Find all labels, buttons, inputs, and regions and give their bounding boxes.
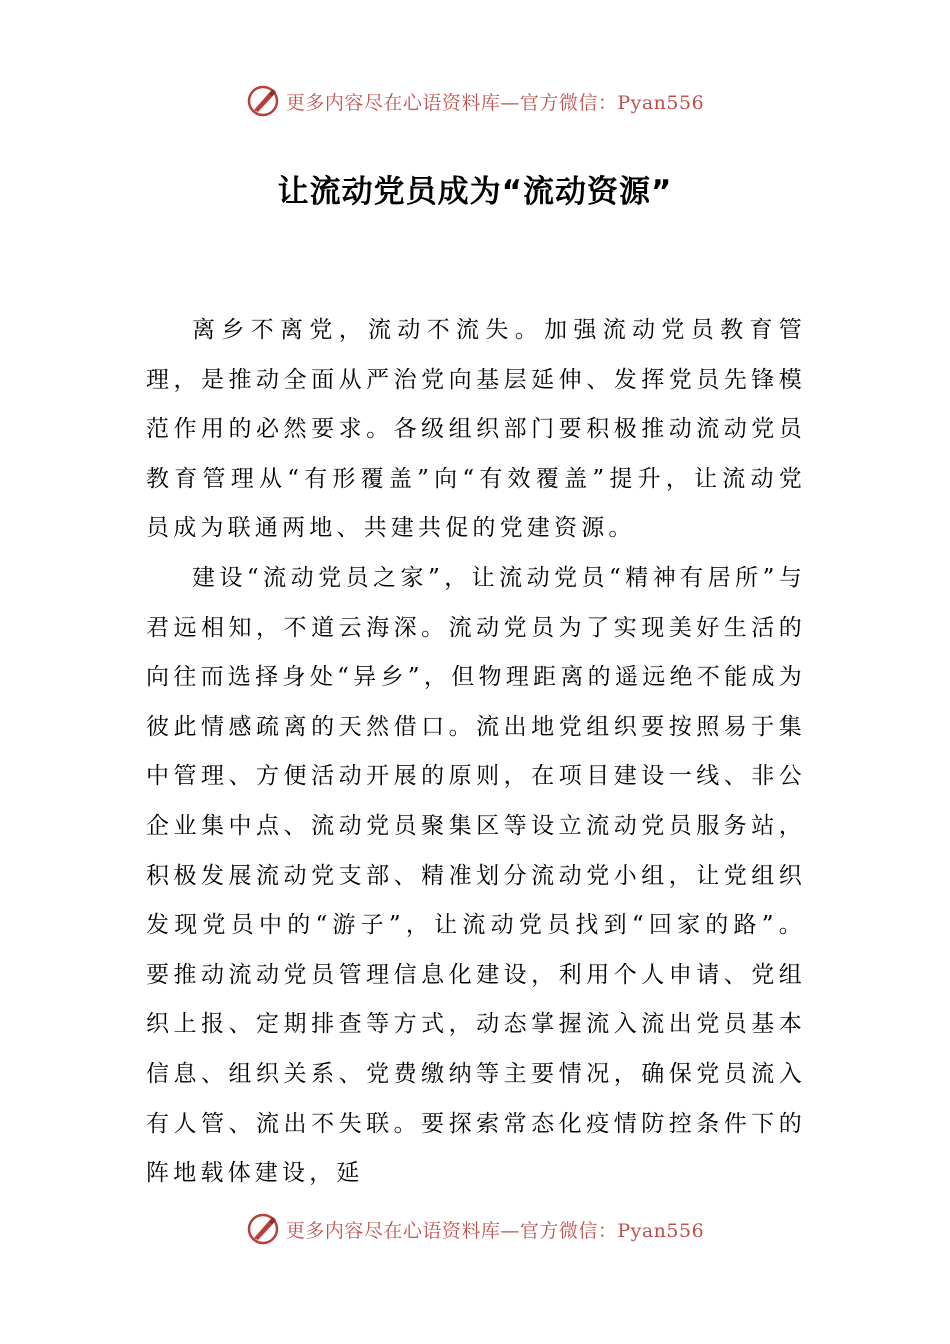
page-title: 让流动党员成为“流动资源”: [277, 174, 673, 210]
pen-nib-logo-icon: [246, 1212, 280, 1246]
pen-nib-logo-icon: [246, 84, 280, 118]
watermark-text: 更多内容尽在心语资料库—官方微信：Pyan556: [285, 91, 705, 114]
paragraph: 建设“流动党员之家”，让流动党员“精神有居所”与君远相知，不道云海深。流动党员为了实现美好生活的向往而选择身处“异乡”，但物理距离的遥远绝不能成为彼此情感疏离的天然借口。流出地党组织要按照易于集中管理、方便活动开展的原则，在项目建设一线、非公企业集中点、流动党员聚集区等设立流动党员服务站，积极发展流动党支部、精准划分流动党小组，让党组织发现党员中的“游子”，让流动党员找到“回家的路”。要推动流动党员管理信息化建设，利用个人申请、党组织上报、定期排查等方式，动态掌握流入流出党员基本信息、组织关系、党费缴纳等主要情况，确保党员流入有人管、流出不失联。要探索常态化疫情防控条件下的阵地载体建设，延: [146, 564, 806, 1187]
watermark-text: 更多内容尽在心语资料库—官方微信：Pyan556: [285, 1219, 705, 1242]
footer-watermark: [0, 1212, 950, 1246]
document-body: [146, 306, 806, 1199]
header-watermark: [0, 84, 950, 118]
paragraph: 离乡不离党，流动不流失。加强流动党员教育管理，是推动全面从严治党向基层延伸、发挥党员先锋模范作用的必然要求。各级组织部门要积极推动流动党员教育管理从“有形覆盖”向“有效覆盖”提升，让流动党员成为联通两地、共建共促的党建资源。: [146, 317, 806, 542]
